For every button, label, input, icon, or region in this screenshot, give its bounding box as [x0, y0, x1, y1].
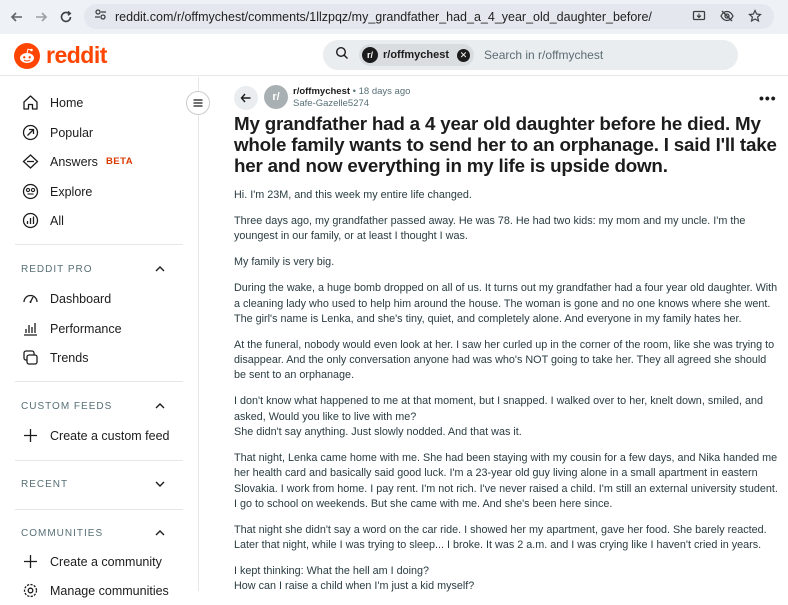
- post-paragraph: During the wake, a huge bomb dropped on all of us. It turns out my grandfather had a four year old daughter. With a cleaning lady who used to help him around the house. The woman is gone and no one knows where she went. The girl's name is Lenka, and she's tiny, quiet, and completely alone. And everyone in my family hates her.: [234, 282, 778, 325]
- reddit-wordmark: reddit: [46, 42, 107, 68]
- dashboard-icon: [22, 290, 39, 307]
- chip-label: r/offmychest: [383, 49, 450, 61]
- manage-communities-label: Manage communities: [50, 583, 169, 598]
- popular-icon: [22, 124, 39, 141]
- sidebar-item-explore[interactable]: [22, 183, 92, 200]
- reddit-logo[interactable]: [14, 42, 107, 69]
- url-text[interactable]: reddit.com/r/offmychest/comments/1llzpqz/my_grandfather_had_a_4_year_old_daughter_before/: [115, 9, 652, 24]
- sidebar-item-label: All: [50, 213, 64, 228]
- sidebar-item-home[interactable]: [22, 94, 83, 111]
- plus-icon: [22, 427, 39, 444]
- eye-off-icon[interactable]: [720, 9, 734, 28]
- chevron-up-icon[interactable]: [153, 262, 167, 276]
- explore-icon: [22, 183, 39, 200]
- performance-icon: [22, 320, 39, 337]
- sidebar-divider: [15, 509, 183, 510]
- sidebar-item-label: Home: [50, 95, 84, 110]
- reddit-pro-heading: REDDIT PRO: [21, 264, 93, 275]
- clear-chip-icon[interactable]: ✕: [457, 49, 470, 62]
- sidebar-item-label: Performance: [50, 321, 122, 336]
- more-options-icon[interactable]: •••: [759, 90, 777, 106]
- chevron-up-icon[interactable]: [153, 399, 167, 413]
- post-paragraph: That night, Lenka came home with me. She had been staying with my cousin for a few days, and Nika handed me her health card and basically said good luck. I'm a 23-year old guy living alone in a small apartment in eastern Slovakia. I work from home. I pay rent. I'm not rich. I've never raised a child. I'm still an external university student. I go to school on weekends. But she came with me. And she's been here since.: [234, 451, 778, 510]
- post-paragraph: That night she didn't say a word on the car ride. I showed her my apartment, gave her food. She barely reacted. Later that night, while I was trying to sleep... I broke. It was 2 a.m. and I was crying like I haven't cried in years.: [234, 523, 767, 552]
- menu-icon: [192, 97, 204, 109]
- create-custom-feed-label: Create a custom feed: [50, 428, 170, 443]
- install-app-icon[interactable]: [692, 9, 706, 28]
- subreddit-link[interactable]: r/offmychest: [293, 86, 351, 97]
- subreddit-avatar[interactable]: r/: [264, 85, 288, 109]
- post-paragraph: I kept thinking: What the hell am I doing? How can I raise a child when I'm just a kid myself?: [234, 565, 475, 593]
- post-paragraph: At the funeral, nobody would even look at her. I saw her curled up in the corner of the room, like she was trying to disappear. And the only conversation anyone had was who's NOT going to take her. They all agreed she should be sent to an orphanage.: [234, 338, 775, 382]
- home-icon: [22, 94, 39, 111]
- subreddit-avatar-icon: r/: [362, 47, 378, 63]
- collapse-sidebar-button[interactable]: [186, 91, 210, 115]
- chevron-down-icon[interactable]: [153, 477, 167, 491]
- bookmark-star-icon[interactable]: [748, 9, 762, 28]
- sidebar-item-label: Answers: [50, 154, 98, 169]
- post-paragraph: I don't know what happened to me at that moment, but I snapped. I walked over to her, knelt down, smiled, and asked, Would you like to live with me? She didn't say anything. Just slowly nodded. And that was it.: [234, 395, 764, 438]
- create-community-button[interactable]: [22, 553, 162, 570]
- sidebar-divider: [15, 381, 183, 382]
- post-body: [234, 188, 779, 605]
- sidebar-item-popular[interactable]: [22, 124, 93, 141]
- address-bar[interactable]: [84, 4, 774, 29]
- trends-icon: [22, 349, 39, 366]
- chevron-up-icon[interactable]: [153, 526, 167, 540]
- sidebar-item-performance[interactable]: [22, 320, 122, 337]
- post-paragraph: Three days ago, my grandfather passed away. He was 78. He had two kids: my mom and my uncle. I'm the youngest in our family, or at least I thought I was.: [234, 214, 746, 243]
- create-community-label: Create a community: [50, 554, 162, 569]
- sidebar-divider: [15, 460, 183, 461]
- subreddit-search-chip[interactable]: [359, 44, 474, 66]
- search-input[interactable]: Search in r/offmychest: [484, 48, 604, 62]
- post-meta: [293, 86, 410, 110]
- custom-feeds-heading: CUSTOM FEEDS: [21, 401, 113, 412]
- answers-icon: [22, 153, 39, 170]
- sidebar-item-dashboard[interactable]: [22, 290, 111, 307]
- meta-separator: •: [352, 86, 359, 97]
- sidebar-item-label: Trends: [50, 350, 89, 365]
- sidebar-item-answers[interactable]: [22, 153, 133, 170]
- reload-icon[interactable]: [55, 6, 77, 28]
- author-link[interactable]: Safe-Gazelle5274: [293, 98, 370, 109]
- beta-badge: BETA: [105, 156, 134, 167]
- plus-icon: [22, 553, 39, 570]
- sidebar-item-label: Explore: [50, 184, 93, 199]
- back-button[interactable]: [234, 86, 258, 110]
- sidebar-item-label: Dashboard: [50, 291, 112, 306]
- browser-toolbar: [0, 0, 788, 34]
- post-paragraph: Hi. I'm 23M, and this week my entire life changed.: [234, 189, 472, 201]
- post-age: 18 days ago: [358, 86, 411, 97]
- app-header: [0, 34, 788, 76]
- sidebar-item-all[interactable]: [22, 212, 64, 229]
- recent-heading: RECENT: [21, 479, 69, 490]
- site-info-icon[interactable]: [94, 8, 107, 26]
- search-icon: [335, 46, 349, 65]
- forward-arrow-icon[interactable]: [30, 6, 52, 28]
- back-arrow-icon: [240, 92, 252, 104]
- all-icon: [22, 212, 39, 229]
- sidebar-item-trends[interactable]: [22, 349, 88, 366]
- left-sidebar: [0, 77, 199, 598]
- reddit-snoo-icon: [14, 43, 40, 69]
- back-arrow-icon[interactable]: [6, 6, 28, 28]
- create-custom-feed-button[interactable]: [22, 427, 170, 444]
- sidebar-item-label: Popular: [50, 125, 94, 140]
- post-paragraph: My family is very big.: [234, 256, 335, 269]
- post-title: My grandfather had a 4 year old daughter before he died. My whole family wants to send her to an orphanage. I said I'll take her and now everything in my life is upside down.: [234, 113, 777, 176]
- communities-heading: COMMUNITIES: [21, 528, 104, 539]
- sidebar-divider: [15, 244, 183, 245]
- search-bar[interactable]: [323, 40, 738, 70]
